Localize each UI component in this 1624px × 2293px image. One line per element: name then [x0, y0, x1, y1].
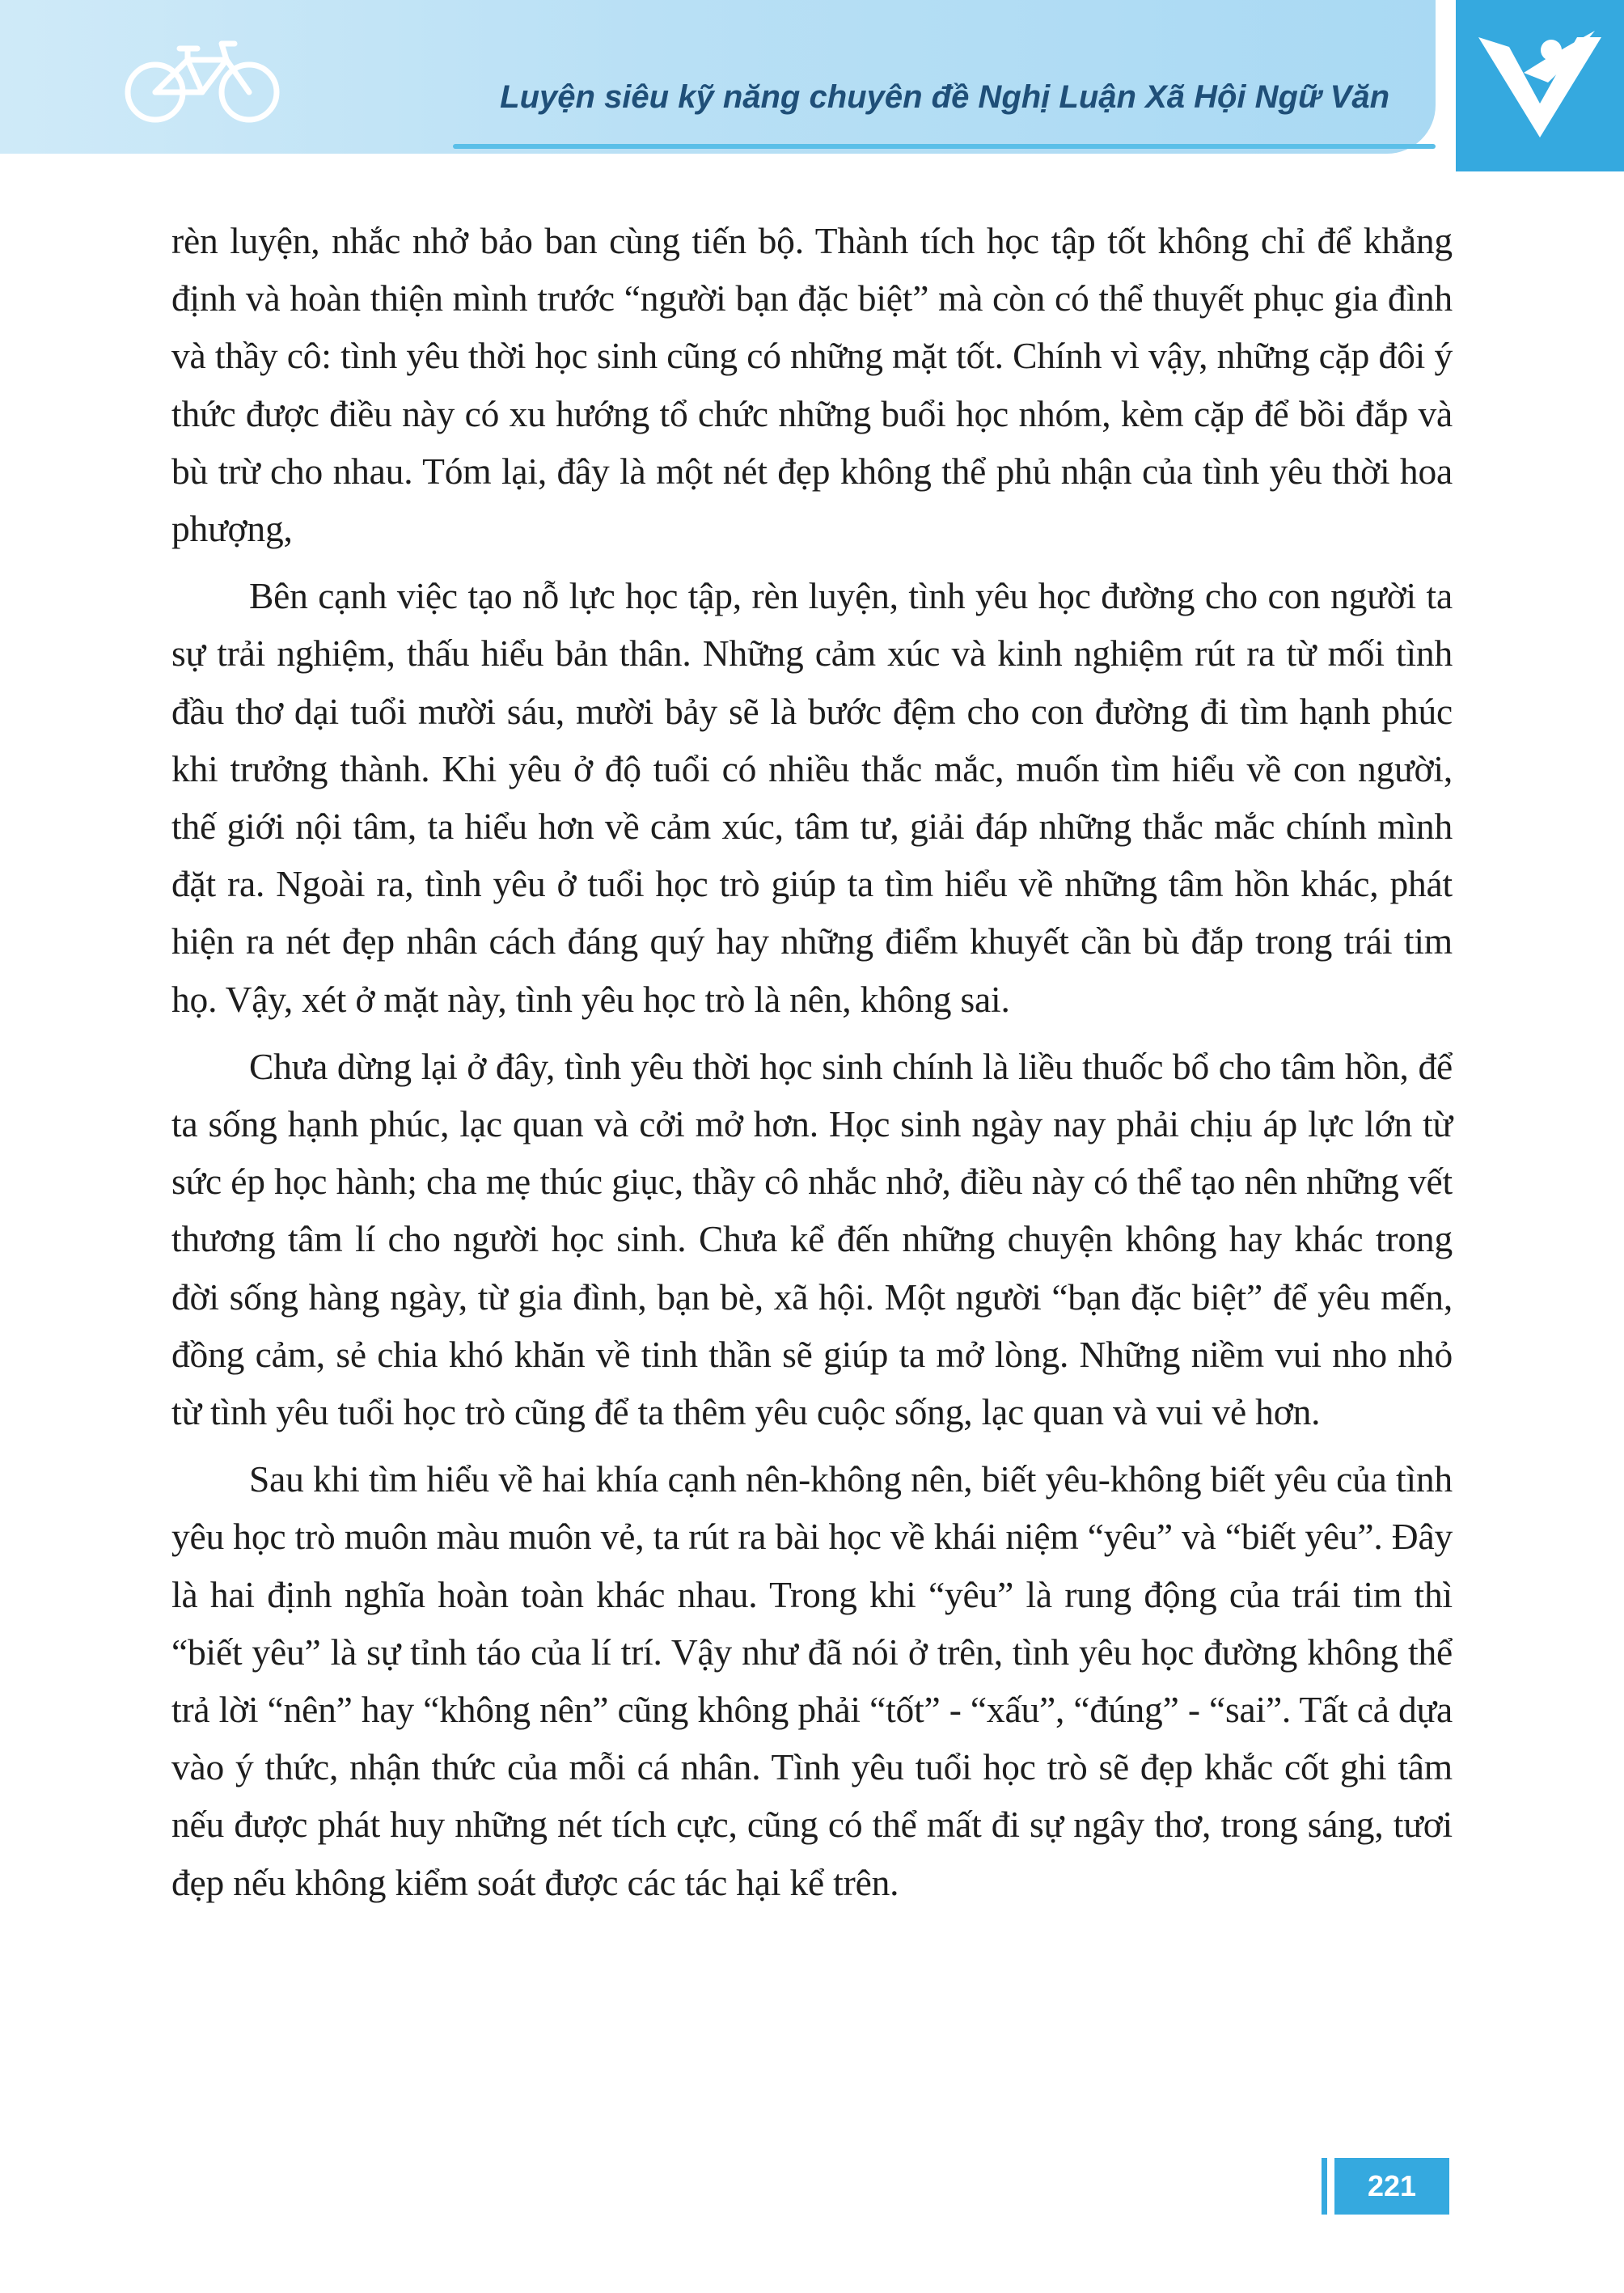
paragraph-4: Sau khi tìm hiểu về hai khía cạnh nên-không nên, biết yêu-không biết yêu của tình yêu học trò muôn màu muôn vẻ, ta rút ra bài học về khái niệm “yêu” và “biết yêu”. Đây là hai định nghĩa hoàn toàn khác nhau. Trong khi “yêu” là rung động của trái tim thì “biết yêu” là sự tỉnh táo của lí trí. Vậy như đã nói ở trên, tình yêu học đường không thể trả lời “nên” hay “không nên” cũng không phải “tốt” - “xấu”, “đúng” - “sai”. Tất cả dựa vào ý thức, nhận thức của mỗi cá nhân. Tình yêu tuổi học trò sẽ đẹp khắc cốt ghi tâm nếu được phát huy những nét tích cực, cũng có thể mất đi sự ngây thơ, trong sáng, tươi đẹp nếu không kiểm soát được các tác hại kể trên. — [171, 1458, 1453, 1903]
logo-panel — [1456, 0, 1624, 171]
main-text — [171, 212, 1453, 1921]
page-number-box — [1334, 2158, 1449, 2215]
paragraph-2: Bên cạnh việc tạo nỗ lực học tập, rèn luyện, tình yêu học đường cho con người ta sự trải nghiệm, thấu hiểu bản thân. Những cảm xúc và kinh nghiệm rút ra từ mối tình đầu thơ dại tuổi mười sáu, mười bảy sẽ là bước đệm cho con đường đi tìm hạnh phúc khi trưởng thành. Khi yêu ở độ tuổi có nhiều thắc mắc, muốn tìm hiểu về con người, thế giới nội tâm, ta hiểu hơn về cảm xúc, tâm tư, giải đáp những thắc mắc chính mình đặt ra. Ngoài ra, tình yêu ở tuổi học trò giúp ta tìm hiểu về những tâm hồn khác, phát hiện ra nét đẹp nhân cách đáng quý hay những điểm khuyết cần bù đắp trong trái tim họ. Vậy, xét ở mặt này, tình yêu học trò là nên, không sai. — [171, 575, 1453, 1020]
paragraph-3: Chưa dừng lại ở đây, tình yêu thời học sinh chính là liều thuốc bổ cho tâm hồn, để ta sống hạnh phúc, lạc quan và cởi mở hơn. Học sinh ngày nay phải chịu áp lực lớn từ sức ép học hành; cha mẹ thúc giục, thầy cô nhắc nhở, điều này có thể tạo nên những vết thương tâm lí cho người học sinh. Chưa kể đến những chuyện không hay khác trong đời sống hàng ngày, từ gia đình, bạn bè, xã hội. Một người “bạn đặc biệt” để yêu mến, đồng cảm, sẻ chia khó khăn về tinh thần sẽ giúp ta mở lòng. Những niềm vui nho nhỏ từ tình yêu tuổi học trò cũng để ta thêm yêu cuộc sống, lạc quan và vui vẻ hơn. — [171, 1045, 1453, 1433]
bicycle-icon — [121, 37, 283, 126]
header-underline — [453, 144, 1436, 149]
v-person-logo-icon — [1474, 23, 1606, 144]
paragraph-1: rèn luyện, nhắc nhở bảo ban cùng tiến bộ. Thành tích học tập tốt không chỉ để khẳng định và hoàn thiện mình trước “người bạn đặc biệt” mà còn có thể thuyết phục gia đình và thầy cô: tình yêu thời học sinh cũng có những mặt tốt. Chính vì vậy, những cặp đôi ý thức được điều này có xu hướng tổ chức những buổi học nhóm, kèm cặp để bồi đắp và bù trừ cho nhau. Tóm lại, đây là một nét đẹp không thể phủ nhận của tình yêu thời hoa phượng, — [171, 220, 1453, 550]
page-number: 221 — [1367, 2169, 1417, 2202]
header-title: Luyện siêu kỹ năng chuyên đề Nghị Luận Xã Hội Ngữ Văn — [500, 79, 1389, 115]
